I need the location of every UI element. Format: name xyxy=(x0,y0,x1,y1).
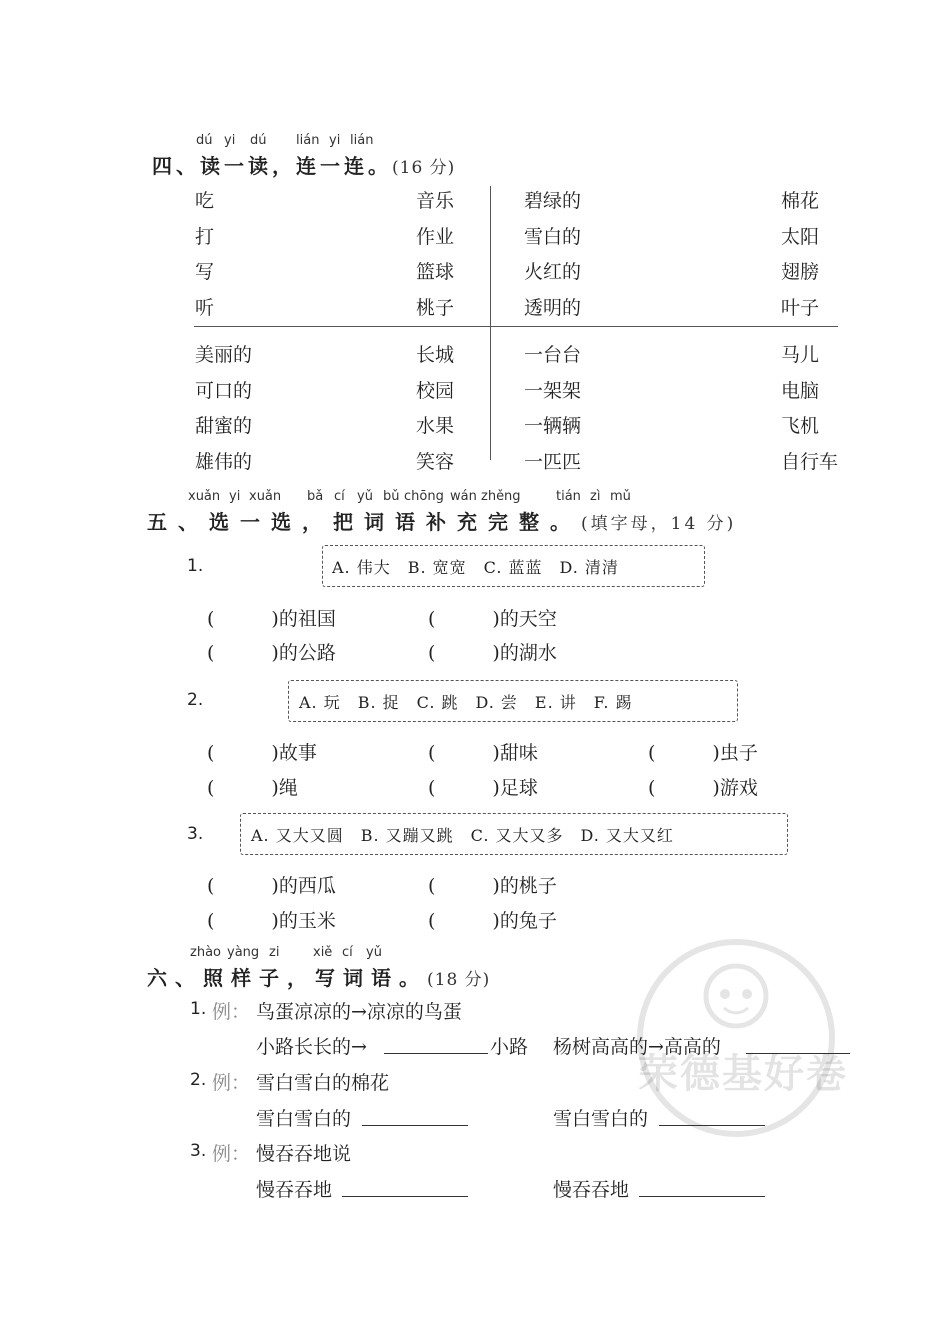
match-word: 音乐 xyxy=(416,190,455,212)
prompt-text: 慢吞吞地 xyxy=(553,1179,630,1201)
section5-dot: 。 xyxy=(550,510,581,534)
watermark-logo xyxy=(628,938,848,1138)
fill-item: ( )的桃子 xyxy=(428,875,557,897)
pinyin-lian2: lián xyxy=(350,133,374,148)
match-word: 一辆辆 xyxy=(524,415,582,437)
pinyin: zì xyxy=(590,489,601,504)
match-word: 雄伟的 xyxy=(195,451,253,473)
question-number: 2. xyxy=(190,1070,207,1090)
question-number: 3. xyxy=(187,824,204,844)
answer-blank[interactable] xyxy=(384,1053,488,1054)
question-number: 3. xyxy=(190,1141,207,1161)
fill-item: ( )游戏 xyxy=(648,777,758,799)
match-word: 电脑 xyxy=(781,380,820,402)
match-word: 吃 xyxy=(195,190,215,212)
prompt-text: 小路 xyxy=(490,1036,529,1058)
prompt-text: 杨树高高的→高高的 xyxy=(553,1036,721,1058)
fill-item: ( )的兔子 xyxy=(428,910,557,932)
match-word: 一台台 xyxy=(524,344,582,366)
section6-score: (18 分) xyxy=(427,970,491,990)
answer-blank[interactable] xyxy=(362,1125,468,1126)
section5-heading xyxy=(147,506,736,535)
match-word: 翅膀 xyxy=(781,261,820,283)
pinyin: mǔ xyxy=(610,489,631,504)
match-word: 自行车 xyxy=(781,451,839,473)
pinyin: xuǎn xyxy=(188,489,221,504)
prompt-text: 慢吞吞地 xyxy=(256,1179,333,1201)
section4-dot: 。 xyxy=(368,154,392,178)
divider-horizontal xyxy=(194,326,838,327)
fill-item: ( )的湖水 xyxy=(428,642,557,664)
question-number: 1. xyxy=(187,556,204,576)
watermark-text: 荣德基好卷 xyxy=(638,1051,848,1097)
fill-item: ( )虫子 xyxy=(648,742,758,764)
match-word: 校园 xyxy=(416,380,455,402)
match-word: 甜蜜的 xyxy=(195,415,253,437)
section5-title: 五、选一选，把词语补充完整 xyxy=(147,510,550,534)
match-word: 作业 xyxy=(416,226,455,248)
section4-heading xyxy=(152,150,455,179)
answer-blank[interactable] xyxy=(639,1196,765,1197)
options-text: A. 伟大 B. 宽宽 C. 蓝蓝 D. 清清 xyxy=(332,558,619,577)
fill-item: ( )的玉米 xyxy=(207,910,336,932)
match-word: 一匹匹 xyxy=(524,451,582,473)
match-word: 笑容 xyxy=(416,451,455,473)
pinyin: wán xyxy=(450,489,477,504)
pinyin: yàng xyxy=(227,945,260,960)
pinyin: cí xyxy=(342,945,353,960)
match-word: 马儿 xyxy=(781,344,820,366)
prompt-text: 小路长长的→ xyxy=(256,1036,367,1058)
section5-score: (填字母，14 分) xyxy=(581,514,737,534)
pinyin: cí xyxy=(334,489,345,504)
pinyin: yǔ xyxy=(357,489,373,504)
divider-vertical xyxy=(490,186,491,460)
section4-score: (16 分) xyxy=(392,158,456,178)
pinyin-yi2: yi xyxy=(329,133,341,148)
prompt-text: 雪白雪白的 xyxy=(256,1108,352,1130)
pinyin: chōng xyxy=(404,489,444,504)
pinyin-du2: dú xyxy=(250,133,267,148)
fill-item: ( )足球 xyxy=(428,777,538,799)
fill-item: ( )的天空 xyxy=(428,608,557,630)
pinyin: zhěng xyxy=(481,489,521,504)
match-word: 叶子 xyxy=(781,297,820,319)
pinyin: bǔ xyxy=(383,489,400,504)
pinyin: xiě xyxy=(313,945,333,960)
match-word: 透明的 xyxy=(524,297,582,319)
example-label: 例： xyxy=(212,1001,251,1023)
match-word: 棉花 xyxy=(781,190,820,212)
example-text: 慢吞吞地说 xyxy=(256,1143,352,1165)
options-text: A. 又大又圆 B. 又蹦又跳 C. 又大又多 D. 又大又红 xyxy=(251,826,674,845)
prompt-text: 雪白雪白的 xyxy=(553,1108,649,1130)
pinyin: xuǎn xyxy=(249,489,282,504)
match-word: 碧绿的 xyxy=(524,190,582,212)
fill-item: ( )甜味 xyxy=(428,742,538,764)
fill-item: ( )的西瓜 xyxy=(207,875,336,897)
match-word: 长城 xyxy=(416,344,455,366)
example-text: 鸟蛋凉凉的→凉凉的鸟蛋 xyxy=(256,1001,462,1023)
fill-item: ( )的公路 xyxy=(207,642,336,664)
fill-item: ( )的祖国 xyxy=(207,608,336,630)
section6-heading xyxy=(147,962,490,991)
match-word: 可口的 xyxy=(195,380,253,402)
section6-title: 六、照样子，写词语 xyxy=(147,966,399,990)
example-label: 例： xyxy=(212,1072,251,1094)
match-word: 飞机 xyxy=(781,415,820,437)
example-text: 雪白雪白的棉花 xyxy=(256,1072,390,1094)
match-word: 雪白的 xyxy=(524,226,582,248)
pinyin: yǔ xyxy=(366,945,382,960)
match-word: 火红的 xyxy=(524,261,582,283)
answer-blank[interactable] xyxy=(342,1196,468,1197)
match-word: 桃子 xyxy=(416,297,455,319)
pinyin-lian1: lián xyxy=(296,133,320,148)
pinyin: tián xyxy=(556,489,581,504)
fill-item: ( )绳 xyxy=(207,777,298,799)
match-word: 听 xyxy=(195,297,215,319)
pinyin: yi xyxy=(229,489,241,504)
match-word: 篮球 xyxy=(416,261,455,283)
section4-title: 四、读一读，连一连 xyxy=(152,154,368,178)
pinyin: bǎ xyxy=(307,489,324,504)
question-number: 2. xyxy=(187,690,204,710)
options-text: A. 玩 B. 捉 C. 跳 D. 尝 E. 讲 F. 踢 xyxy=(299,693,633,712)
match-word: 太阳 xyxy=(781,226,820,248)
match-word: 写 xyxy=(195,261,215,283)
match-word: 打 xyxy=(195,226,215,248)
question-number: 1. xyxy=(190,999,207,1019)
match-word: 水果 xyxy=(416,415,455,437)
match-word: 一架架 xyxy=(524,380,582,402)
pinyin: zhào xyxy=(190,945,221,960)
pinyin: zi xyxy=(269,945,280,960)
fill-item: ( )故事 xyxy=(207,742,317,764)
example-label: 例： xyxy=(212,1143,251,1165)
pinyin-du1: dú xyxy=(196,133,213,148)
pinyin-yi1: yi xyxy=(224,133,236,148)
section6-dot: 。 xyxy=(399,966,427,990)
match-word: 美丽的 xyxy=(195,344,253,366)
